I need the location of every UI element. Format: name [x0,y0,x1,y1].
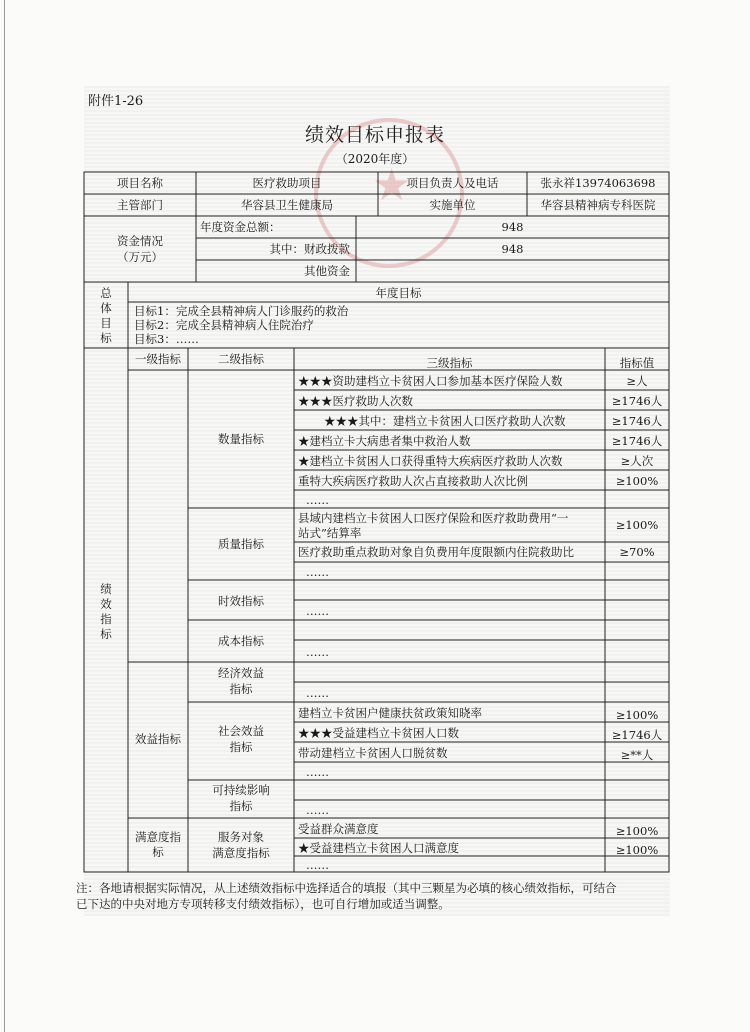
page-title: 绩效目标申报表 [304,124,445,146]
goals-side-4: 标 [100,331,112,345]
row-3-value: ≥1746人 [611,414,663,428]
project-name-value: 医疗救助项目 [252,176,322,190]
row-12-text: …… [306,604,329,618]
level1-satisfaction-2: 标 [152,845,164,859]
goals-header: 年度目标 [375,286,422,300]
row-24-text: ★受益建档立卡贫困人口满意度 [298,841,459,855]
unit-value: 华容县精神病专科医院 [540,198,656,212]
row-8-value: ≥100% [615,518,659,532]
row-6-value: ≥100% [615,474,659,488]
goal-item-1: 目标1：完成全县精神病人门诊服药的救治 [134,304,349,318]
row-25-text: …… [306,858,329,872]
row-19-value: ≥**人 [620,748,654,762]
project-name-label: 项目名称 [117,176,163,190]
row-9-text: 医疗救助重点救助对象自负费用年度限额内住院救助比 [298,545,574,559]
level2-cost: 成本指标 [218,634,264,648]
indicators-side-3: 指 [100,612,112,626]
footnote [76,880,676,912]
indicators-side-2: 效 [100,597,112,611]
row-14-text: …… [306,645,329,659]
goals-side-1: 总 [100,286,112,300]
level1-satisfaction-1: 满意度指 [135,830,181,844]
row-18-text: ★★★受益建档立卡贫困人口数 [298,726,459,740]
row-4-text: ★建档立卡大病患者集中救治人数 [298,434,471,448]
level2-quality: 质量指标 [218,537,264,551]
fiscal-funds-value: 948 [501,242,524,256]
row-2-value: ≥1746人 [611,394,663,408]
dept-value: 华容县卫生健康局 [241,198,333,212]
footnote-line-2: 已下达的中央对地方专项转移支付绩效指标），也可自行增加或适当调整。 [76,897,450,911]
goal-item-2: 目标2：完成全县精神病人住院治疗 [134,318,314,332]
row-5-value: ≥人次 [620,454,654,468]
row-16-text: …… [306,686,329,700]
level2-sustain-2: 指标 [229,799,253,813]
unit-label: 实施单位 [429,198,476,212]
goal-item-3: 目标3：…… [134,332,199,346]
funds-unit-label: （万元） [117,250,163,264]
col-level1-header: 一级指标 [135,352,181,366]
row-1-text: ★★★资助建档立卡贫困人口参加基本医疗保险人数 [298,374,563,388]
attachment-label: 附件1-26 [88,94,144,109]
level2-service-1: 服务对象 [218,830,264,844]
row-8-text: 县域内建档立卡贫困人口医疗保险和医疗救助费用“一 [298,511,569,525]
level2-time: 时效指标 [218,594,264,608]
row-7-text: …… [306,493,329,507]
indicators-side-4: 标 [100,627,112,641]
row-18-value: ≥1746人 [611,728,663,742]
row-2-text: ★★★医疗救助人次数 [298,394,413,408]
row-23-value: ≥100% [615,824,659,838]
row-22-text: …… [306,803,329,817]
row-3-text: ★★★其中：建档立卡贫困人口医疗救助人次数 [324,414,566,428]
funds-label: 资金情况 [117,234,163,248]
level2-sustain-1: 可持续影响 [212,783,270,797]
year-label: （2020年度） [335,152,415,166]
level2-economic-2: 指标 [229,682,253,696]
goals-side-3: 目 [100,316,112,330]
seal-star-icon: ★ [372,160,412,211]
contact-value: 张永祥13974063698 [540,176,656,190]
row-1-value: ≥人 [626,374,648,388]
row-9-value: ≥70% [619,545,655,559]
row-24-value: ≥100% [615,843,659,857]
total-funds-label: 年度资金总额： [200,220,281,234]
level2-economic-1: 经济效益 [218,666,264,680]
row-17-text: 建档立卡贫困户健康扶贫政策知晓率 [298,706,482,720]
row-4-value: ≥1746人 [611,434,663,448]
indicators-side-1: 绩 [100,582,112,596]
other-funds-label: 其他资金 [304,264,350,278]
row-6-text: 重特大疾病医疗救助人次占直接救助人次比例 [298,474,528,488]
level2-quantity: 数量指标 [218,432,264,446]
contact-label: 项目负责人及电话 [406,176,499,190]
goals-side-2: 体 [100,301,112,315]
col-value-header: 指标值 [619,356,655,370]
level1-benefit: 效益指标 [135,732,181,746]
total-funds-value: 948 [501,220,524,234]
col-level2-header: 二级指标 [218,352,264,366]
level2-social-1: 社会效益 [218,724,264,738]
row-17-value: ≥100% [615,708,659,722]
level2-service-2: 满意度指标 [212,846,270,860]
fiscal-funds-label: 其中：财政拨款 [269,242,350,256]
row-23-text: 受益群众满意度 [298,822,379,836]
row-19-text: 带动建档立卡贫困人口脱贫数 [298,746,448,760]
row-20-text: …… [306,765,329,779]
row-8-text-2: 站式”结算率 [298,526,362,540]
dept-label: 主管部门 [117,198,163,212]
col-level3-header: 三级指标 [426,356,473,370]
row-10-text: …… [306,565,329,579]
row-5-text: ★建档立卡贫困人口获得重特大疾病医疗救助人次数 [298,454,563,468]
level2-social-2: 指标 [229,740,253,754]
footnote-line-1: 注：各地请根据实际情况，从上述绩效指标中选择适合的填报（其中三颗星为必填的核心绩效指标，可结合 [76,881,617,895]
